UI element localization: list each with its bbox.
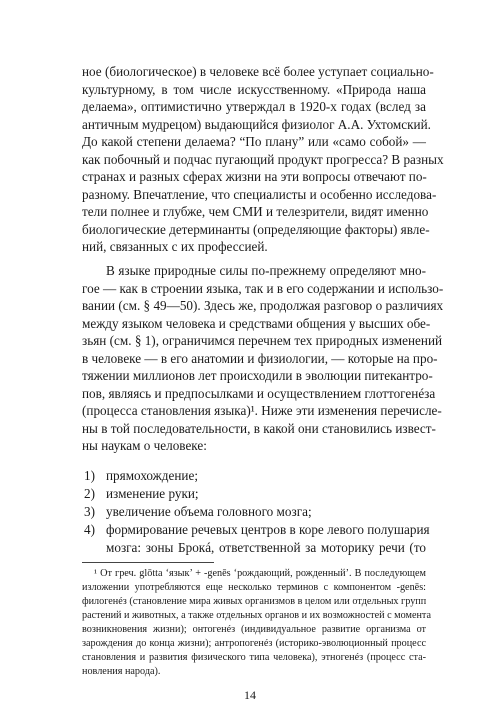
footnote-line: становления и развития физического типа человека), этногенéз (процесс ста- bbox=[82, 652, 426, 663]
text-line: разному. Впечатление, что специалисты и особенно исследова- bbox=[82, 186, 437, 202]
list-text: прямохождение; bbox=[106, 468, 198, 483]
list-text: формирование речевых центров в коре левого полушария bbox=[106, 522, 430, 537]
list-number: 4) bbox=[84, 522, 95, 537]
text-line: зьян (см. § 1), ограничимся перечнем тех природных изменений bbox=[82, 333, 443, 348]
text-line: вании (см. § 49—50). Здесь же, продолжая разговор о различиях bbox=[82, 298, 444, 313]
text-line: тяжении миллионов лет происходили в эволюции питекантро- bbox=[82, 368, 433, 383]
text-line: ний, связанных с их профессией. bbox=[82, 239, 268, 254]
text-line: как побочный и подчас пугающий продукт прогресса? В разных bbox=[82, 151, 444, 167]
text-line: пов, являясь и предпосылками и осуществлением глоттогенéза bbox=[82, 385, 436, 401]
text-line: биологические детерминанты (определяющие факторы) явле- bbox=[82, 221, 430, 237]
list-number: 1) bbox=[84, 468, 95, 483]
text-line: странах и разных сферах жизни на эти вопросы отвечают по- bbox=[82, 169, 427, 184]
list-text: изменение руки; bbox=[106, 486, 199, 501]
list-number: 2) bbox=[84, 486, 95, 501]
text-line: античным мудрецом) выдающийся физиолог А.А. Ухтомский. bbox=[82, 116, 431, 132]
text-line: между языком человека и средствами общения у высших обе- bbox=[82, 315, 431, 331]
footnote-line: изложении употребляются еще несколько терминов с компонентом -genēs: bbox=[82, 582, 426, 593]
list-text: увеличение объема головного мозга; bbox=[106, 504, 312, 519]
text-line: ны наукам о человеке: bbox=[82, 438, 207, 453]
text-line: ное (биологическое) в человеке всё более уступает социально- bbox=[82, 64, 434, 79]
footnote-line: возникновения жизни); онтогенéз (индивидуальное развитие организма от bbox=[82, 624, 426, 635]
list-number: 3) bbox=[84, 504, 95, 519]
text-line: гое — как в строении языка, так и в его содержании и использо- bbox=[82, 280, 444, 296]
text-line: в человеке — в его анатомии и физиологии, — которые на про- bbox=[82, 350, 438, 366]
footnote-line: ¹ От греч. glōtta ‘язык’ + -genēs ‘рождающий, рожденный’. В последующем bbox=[94, 568, 426, 579]
text-line: До какой степени делаема? “По плану” или «само собой» — bbox=[82, 134, 426, 149]
text-line: В языке природные силы по-прежнему определяют мно- bbox=[106, 263, 426, 278]
text-line: тели полнее и глубже, чем СМИ и телезрители, видят именно bbox=[82, 204, 429, 219]
text-line: ны в той последовательности, в какой они становились извест- bbox=[82, 420, 436, 436]
footnote-line: новления народа). bbox=[82, 666, 161, 677]
text-line: (процесса становления языка)¹. Ниже эти изменения перечисле- bbox=[82, 403, 442, 418]
footnote-line: филогенéз (становление мира живых организмов в целом или отдельных групп bbox=[82, 596, 427, 607]
list-text-continuation: мозга: зоны Брокá, ответственной за моторику речи (то bbox=[106, 539, 426, 555]
page-number: 14 bbox=[244, 688, 256, 702]
text-line: культурному, в том числе искусственному. «Природа наша bbox=[82, 81, 426, 97]
text-line: делаема», оптимистично утверждал в 1920-х годах (вслед за bbox=[82, 99, 426, 114]
footnote-line: зарождения до конца жизни); антропогенéз (историко-эволюционный процесс bbox=[82, 638, 426, 649]
footnote-line: растений и животных, а также отдельных органов и их возможностей с момента bbox=[82, 610, 432, 621]
footnote-rule bbox=[82, 562, 214, 563]
